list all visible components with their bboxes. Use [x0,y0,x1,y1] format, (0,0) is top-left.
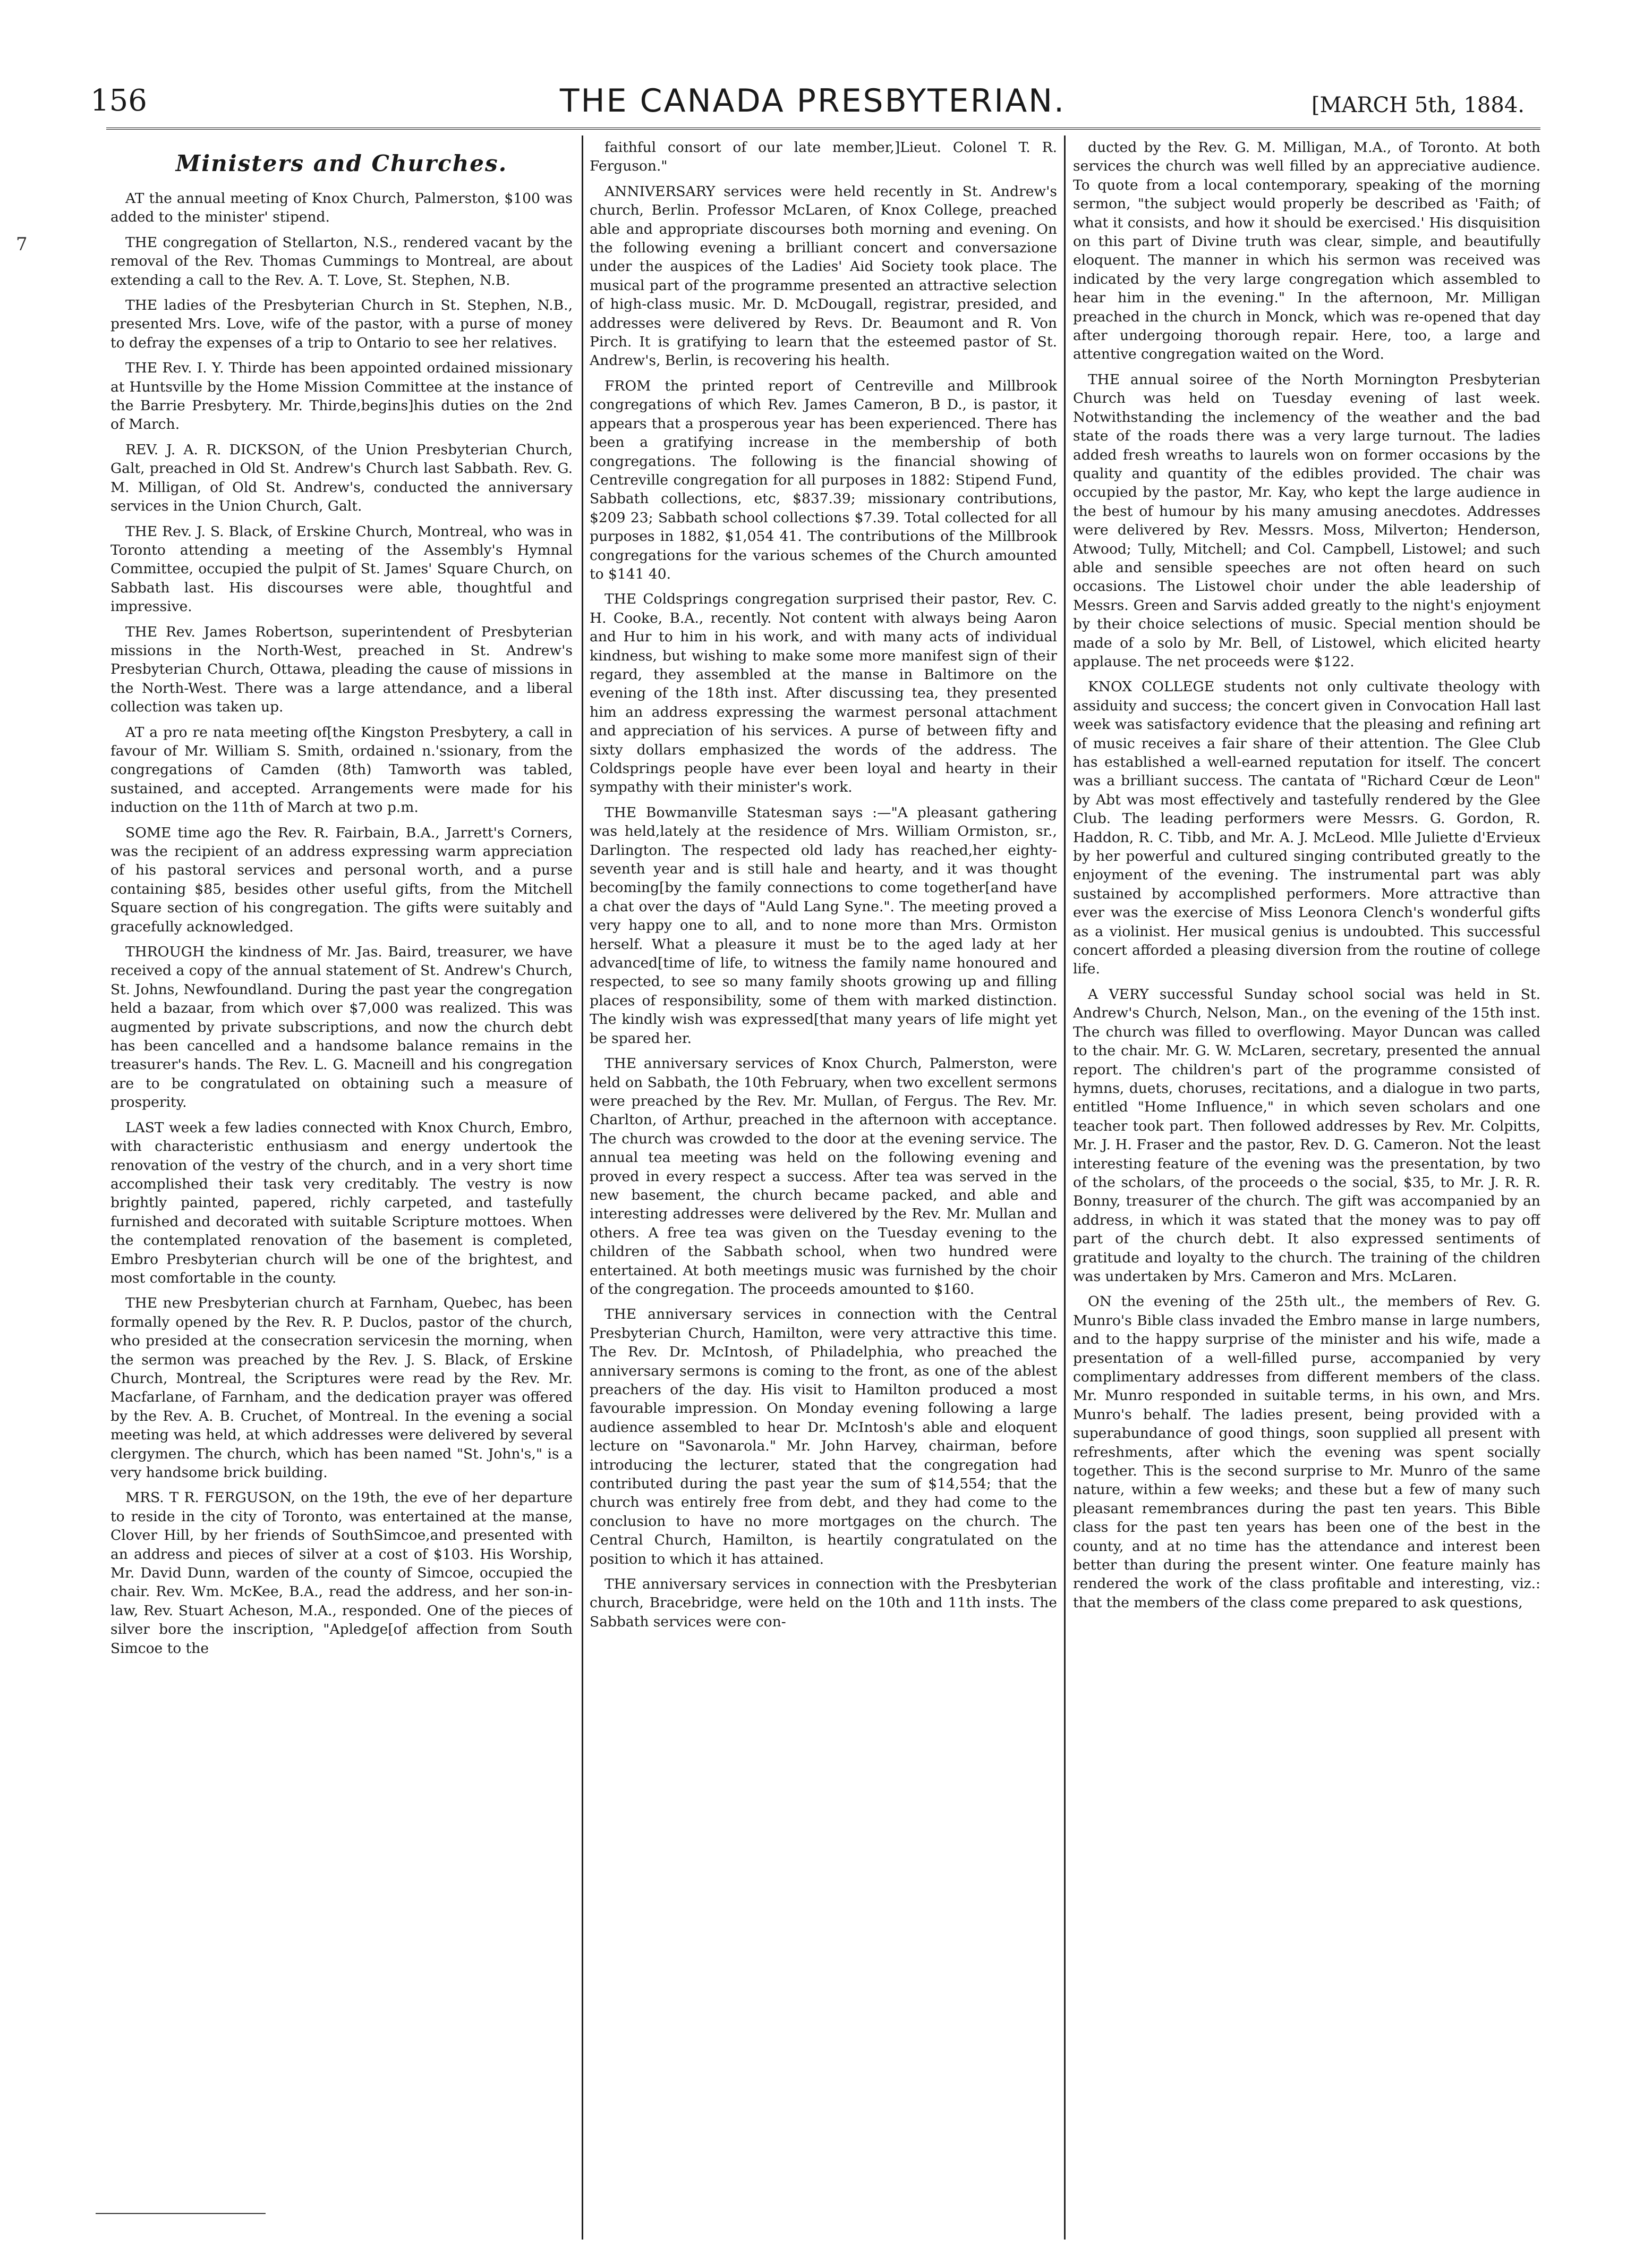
article-paragraph: SOME time ago the Rev. R. Fairbain, B.A., Jarrett's Corners, was the recipient of an address expressing warm appreciation of his pastoral services and personal worth, and a purse containing $85, besides other useful gifts, from the Mitchell Square section of his congregation. The gifts were suitably and gracefully acknowledged. [110,824,573,935]
column-2 [590,138,1057,2210]
article-paragraph: faithful consort of our late member,]Lieut. Colonel T. R. Ferguson." [590,139,1057,175]
article-paragraph: THE annual soiree of the North Mornington Presbyterian Church was held on Tuesday evening of last week. Notwithstanding the inclemency of the weather and the bad state of the roads there was a very large turnout. The ladies added fresh wreaths to laurels won on former occasions by the quality and quantity of the edibles provided. The chair was occupied by the pastor, Mr. Kay, who kept the large audience in the best of humour by his many amusing anecdotes. Addresses were delivered by Rev. Messrs. Moss, Milverton; Henderson, Atwood; Tully, Mitchell; and Col. Campbell, Listowel; and such able and sensible speeches are not often heard on such occasions. The Listowel choir under the able leadership of Messrs. Green and Sarvis added greatly to the night's enjoyment by their choice selections of music. Special mention should be made of a solo by Mr. Bell, of Listowel, which elicited hearty applause. The net proceeds were $122. [1073,371,1540,670]
article-paragraph: THE Bowmanville Statesman says :—"A pleasant gathering was held,lately at the residence of Mrs. William Ormiston, sr., Darlington. The respected old lady has reached,her eighty-seventh year and is still hale and hearty, and it was thought becoming[by the family connections to come together[and have a chat over the days of "Auld Lang Syne.". The meeting proved a very happy one to all, and to none more than Mrs. Ormiston herself. What a pleasure it must be to the aged lady at her advanced[time of life, to witness the family name honoured and respected, to see so many family shoots growing up and filling places of responsibility, some of them with marked distinction. The kindly wish was expressed[that many years of life might yet be spared her. [590,804,1057,1047]
column-rule [582,135,583,2240]
article-paragraph: ducted by the Rev. G. M. Milligan, M.A., of Toronto. At both services the church was well filled by an appreciative audience. To quote from a local contemporary, speaking of the morning sermon, "the subject would properly be described as 'Faith; of what it consists, and how it should be exercised.' His disquisition on this part of Divine truth was clear, simple, and beautifully eloquent. The manner in which his sermon was received was indicated by the very large congregation which assembled to hear him in the evening." In the afternoon, Mr. Milligan preached in the church in Monck, which was re-opened that day after undergoing thorough repair. Here, too, a large and attentive congregation waited on the Word. [1073,139,1540,363]
article-paragraph: THE anniversary services in connection with the Presbyterian church, Bracebridge, were held on the 10th and 11th insts. The Sabbath services were con- [590,1576,1057,1630]
article-paragraph: MRS. T R. FERGUSON, on the 19th, the eve of her departure to reside in the city of Toronto, was entertained at the manse, Clover Hill, by her friends of SouthSimcoe,and presented with an address and pieces of silver at a cost of $103. His Worship, Mr. David Dunn, warden of the county of Simcoe, occupied the chair. Rev. Wm. McKee, B.A., read the address, and her son-in-law, Rev. Stuart Acheson, M.A., responded. One of the pieces of silver bore the inscription, "Apledge[of affection from South Simcoe to the [110,1489,573,1657]
article-paragraph: THE anniversary services in connection with the Central Presbyterian Church, Hamilton, were very attractive this time. The Rev. Dr. McIntosh, of Philadelphia, who preached the anniversary sermons is coming to the front, as one of the ablest preachers of the day. His visit to Hamilton produced a most favourable impression. On Monday evening following a large audience assembled to hear Dr. McIntosh's able and eloquent lecture on "Savonarola." Mr. John Harvey, chairman, before introducing the lecturer, stated that the congregation had contributed during the past year the sum of $14,554; that the church was entirely free from debt, and they had come to the conclusion to have no more mortgages on the church. The Central Church, Hamilton, is heartily congratulated on the position to which it has attained. [590,1306,1057,1567]
footer-rule [96,2213,266,2214]
column-1 [110,138,573,2210]
article-paragraph: THROUGH the kindness of Mr. Jas. Baird, treasurer, we have received a copy of the annual statement of St. Andrew's Church, St. Johns, Newfoundland. During the past year the congregation held a bazaar, from which over $7,000 was realized. This was augmented by private subscriptions, and now the church debt has been cancelled and a handsome balance remains in the treasurer's hands. The Rev. L. G. Macneill and his congregation are to be congratulated on obtaining such a measure of prosperity. [110,944,573,1111]
article-paragraph: A VERY successful Sunday school social was held in St. Andrew's Church, Nelson, Man., on the evening of the 15th inst. The church was filled to overflowing. Mayor Duncan was called to the chair. Mr. G. W. McLaren, secretary, presented the annual report. The children's part of the programme consisted of hymns, duets, choruses, recitations, and a dialogue in two parts, entitled "Home Influence," in which seven scholars and one teacher took part. Then followed addresses by Rev. Mr. Colpitts, Mr. J. H. Fraser and the pastor, Rev. D. G. Cameron. Not the least interesting feature of the evening was the presentation, by two of the scholars, of the proceeds o the social, $35, to Mr. J. R. R. Bonny, treasurer of the church. The gift was accompanied by an address, in which it was stated that the money was to pay off part of the church debt. It also expressed sentiments of gratitude and loyalty to the church. The training of the children was undertaken by Mrs. Cameron and Mrs. McLaren. [1073,986,1540,1285]
article-paragraph: THE Rev. J. S. Black, of Erskine Church, Montreal, who was in Toronto attending a meeting of the Assembly's Hymnal Committee, occupied the pulpit of St. James' Square Church, on Sabbath last. His discourses were able, thoughtful and impressive. [110,523,573,615]
page-header [90,80,1525,128]
article-paragraph: THE new Presbyterian church at Farnham, Quebec, has been formally opened by the Rev. R. P. Duclos, pastor of the church, who presided at the consecration servicesin the morning, when the sermon was preached by the Rev. J. S. Black, of Erskine Church, Montreal, the Scriptures were read by the Rev. Mr. Macfarlane, of Farnham, and the dedication prayer was offered by the Rev. A. B. Cruchet, of Montreal. In the evening a social meeting was held, at which addresses were delivered by several clergymen. The church, which has been named "St. John's," is a very handsome brick building. [110,1295,573,1481]
article-paragraph: THE anniversary services of Knox Church, Palmerston, were held on Sabbath, the 10th February, when two excellent sermons were preached by the Rev. Mr. Mullan, of Fergus. The Rev. Mr. Charlton, of Arthur, preached in the afternoon with acceptance. The church was crowded to the door at the evening service. The annual tea meeting was held on the following evening and proved in every respect a success. After tea was served in the new basement, the church became packed, and able and interesting addresses were delivered by the Rev. Mr. Mullan and others. A free tea was given on the Tuesday evening to the children of the Sabbath school, when two hundred were entertained. At both meetings music was furnished by the choir of the congregation. The proceeds amounted to $160. [590,1055,1057,1297]
article-paragraph: THE Rev. James Robertson, superintendent of Presbyterian missions in the North-West, preached in St. Andrew's Presbyterian Church, Ottawa, pleading the cause of missions in the North-West. There was a large attendance, and a liberal collection was taken up. [110,623,573,716]
article-paragraph: LAST week a few ladies connected with Knox Church, Embro, with characteristic enthusiasm and energy undertook the renovation of the vestry of the church, and in a very short time accomplished their task very creditably. The vestry is now brightly painted, papered, richly carpeted, and tastefully furnished and decorated with suitable Scripture mottoes. When the contemplated renovation of the basement is completed, Embro Presbyterian church will be one of the brightest, and most comfortable in the county. [110,1119,573,1286]
article-paragraph: THE Rev. I. Y. Thirde has been appointed ordained missionary at Huntsville by the Home Mission Committee at the instance of the Barrie Presbytery. Mr. Thirde,begins]his duties on the 2nd of March. [110,360,573,433]
page-number: 156 [90,83,147,118]
article-paragraph: ON the evening of the 25th ult., the members of Rev. G. Munro's Bible class invaded the Embro manse in large numbers, and to the happy surprise of the minister and his wife, made a presentation of a well-filled purse, accompanied by very complimentary addresses from different members of the class. Mr. Munro responded in suitable terms, in his own, and Mrs. Munro's behalf. The ladies present, being provided with a superabundance of good things, soon supplied all present with refreshments, after which the evening was spent socially together. This is the second surprise to Mr. Munro of the same nature, within a few weeks; and these but a few of many such pleasant remembrances during the past ten years. This Bible class for the past ten years has been one of the best in the county, and at no time has the attendance and interest been better than during the present winter. One feature mainly has rendered the work of the class profitable and interesting, viz.: that the members of the class come prepared to ask questions, [1073,1293,1540,1611]
article-paragraph: THE Coldsprings congregation surprised their pastor, Rev. C. H. Cooke, B.A., recently. Not content with always being Aaron and Hur to him in his work, and with many acts of individual kindness, but wishing to make some more manifest sign of their regard, they assembled at the manse in Baltimore on the evening of the 18th inst. After discussing tea, they presented him an address expressing the warmest personal attachment and appreciation of his services. A purse of between fifty and sixty dollars emphasized the words of the address. The Coldsprings people have ever been loyal and hearty in their sympathy with their minister's work. [590,591,1057,796]
article-paragraph: FROM the printed report of Centreville and Millbrook congregations of which Rev. James Cameron, B D., is pastor, it appears that a prosperous year has been experienced. There has been a gratifying increase in the membership of both congregations. The following is the financial showing of Centreville congregation for all purposes in 1882: Stipend Fund, Sabbath collections, etc, $837.39; missionary contributions, $209 23; Sabbath school collections $7.39. Total collected for all purposes in 1882, $1,054 41. The contributions of the Millbrook congregations for the various schemes of the Church amounted to $141 40. [590,377,1057,582]
article-paragraph: AT the annual meeting of Knox Church, Palmerston, $100 was added to the minister' stipend. [110,190,573,226]
section-title: Ministers and Churches. [175,150,508,176]
article-paragraph: THE congregation of Stellarton, N.S., rendered vacant by the removal of the Rev. Thomas Cummings to Montreal, are about extending a call to the Rev. A. T. Love, St. Stephen, N.B. [110,234,573,289]
article-paragraph: THE ladies of the Presbyterian Church in St. Stephen, N.B., presented Mrs. Love, wife of the pastor, with a purse of money to defray the expenses of a trip to Ontario to see her relatives. [110,297,573,351]
article-paragraph: REV. J. A. R. DICKSON, of the Union Presbyterian Church, Galt, preached in Old St. Andrew's Church last Sabbath. Rev. G. M. Milligan, of Old St. Andrew's, conducted the anniversary services in the Union Church, Galt. [110,441,573,515]
article-paragraph: ANNIVERSARY services were held recently in St. Andrew's church, Berlin. Professor McLaren, of Knox College, preached able and appropriate discourses both morning and evening. On the following evening a brilliant concert and conversazione under the auspices of the Ladies' Aid Society took place. The musical part of the programme presented an attractive selection of high-class music. Mr. D. McDougall, registrar, presided, and addresses were delivered by Revs. Dr. Beaumont and R. Von Pirch. It is gratifying to learn that the esteemed pastor of St. Andrew's, Berlin, is recovering his health. [590,183,1057,369]
margin-mark: 7 [16,234,28,255]
issue-date: [MARCH 5th, 1884. [1312,93,1525,117]
masthead-title: THE CANADA PRESBYTERIAN. [559,82,1066,120]
column-3 [1073,138,1540,2210]
article-paragraph: KNOX COLLEGE students not only cultivate theology with assiduity and success; the concert given in Convocation Hall last week was satisfactory evidence that the pleasing and refining art of music receives a fair share of their attention. The Glee Club has established a well-earned reputation for itself. The concert was a brilliant success. The cantata of "Richard Cœur de Leon" by Abt was most effectively and tastefully rendered by the Glee Club. The leading performers were Messrs. G. Gordon, R. Haddon, R. C. Tibb, and Mr. A. J. McLeod. Mlle Juliette d'Ervieux by her powerful and cultured singing contributed greatly to the enjoyment of the evening. The instrumental part was ably sustained by accomplished performers. More attractive than ever was the exercise of Miss Leonora Clench's wonderful gifts as a violinist. Her musical genius is undoubted. This successful concert afforded a pleasing diversion from the routine of college life. [1073,679,1540,978]
column-rule [1064,135,1066,2240]
article-paragraph: AT a pro re nata meeting of[the Kingston Presbytery, a call in favour of Mr. William S. Smith, ordained n.'ssionary, from the congregations of Camden (8th) Tamworth was tabled, sustained, and accepted. Arrangements were made for his induction on the 11th of March at two p.m. [110,724,573,816]
header-rule [106,128,1540,130]
